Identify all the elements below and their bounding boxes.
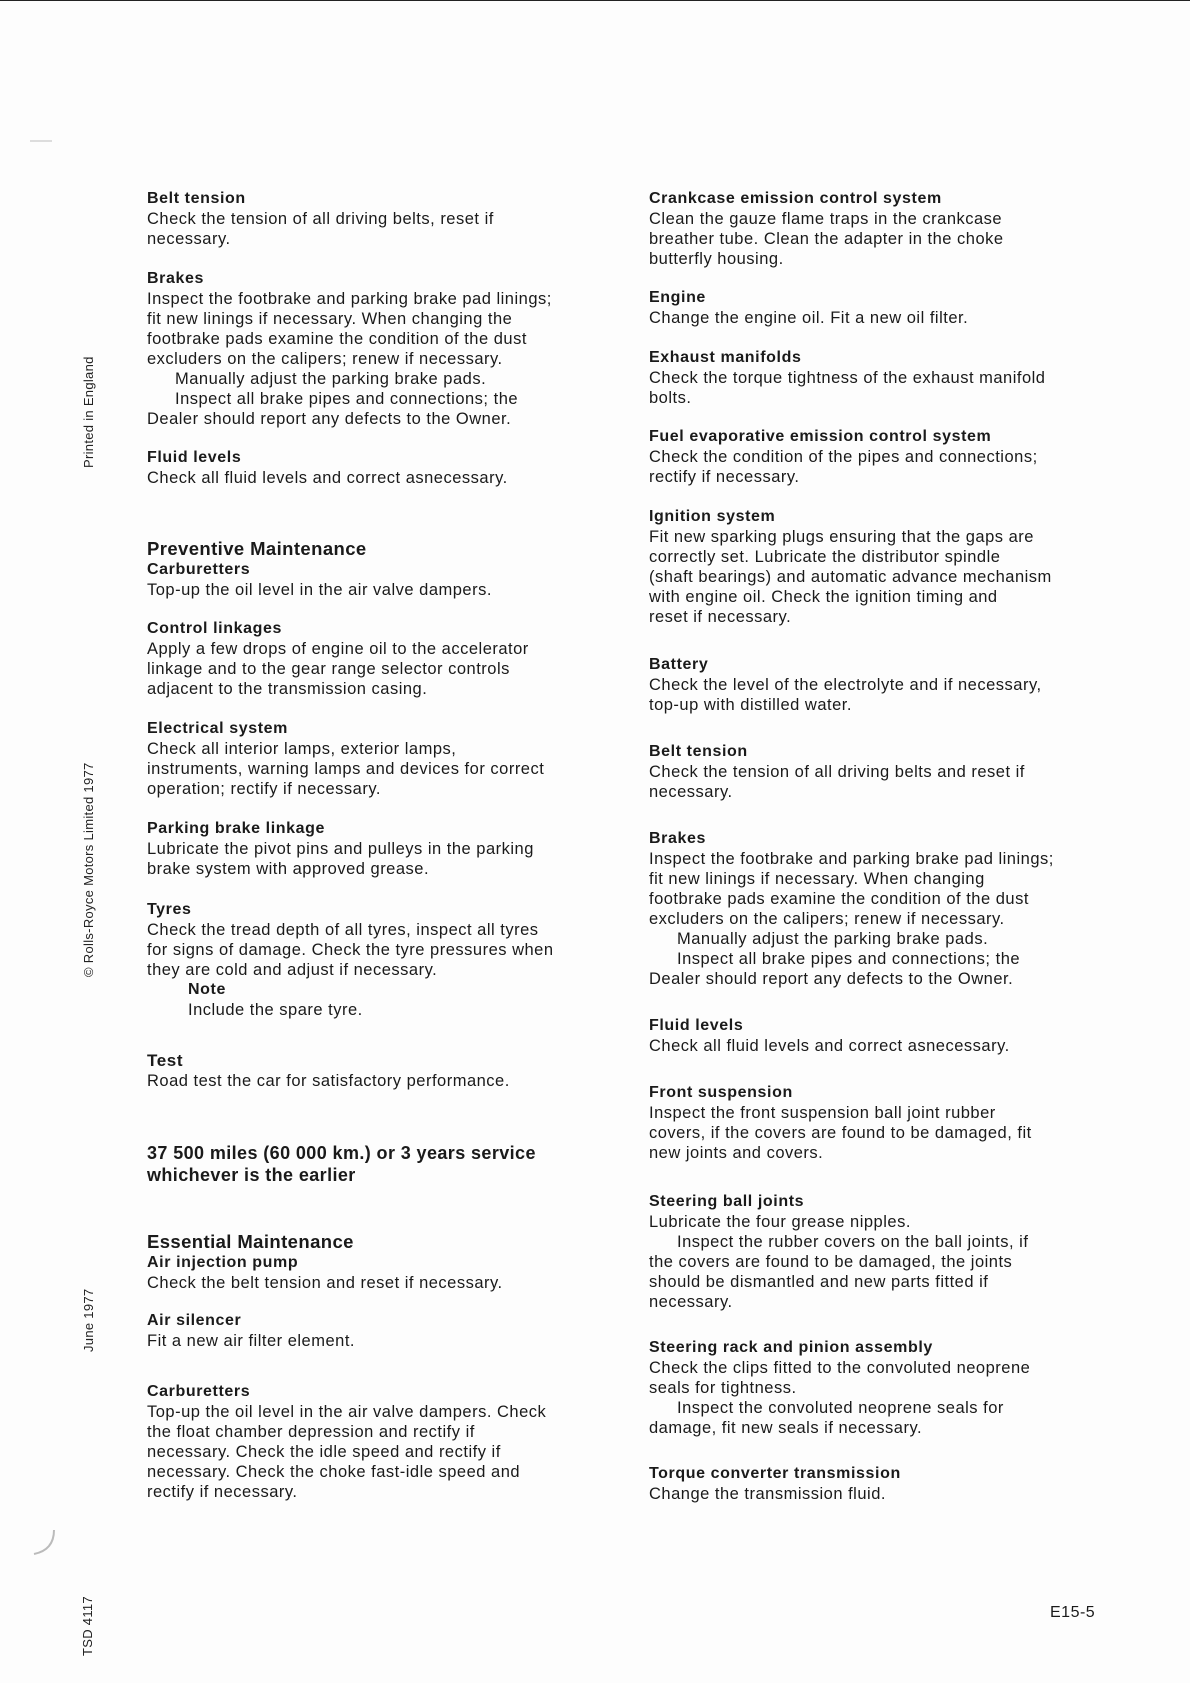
section-heading: Engine: [649, 289, 706, 306]
section-body: Apply a few drops of engine oil to the accelerator linkage and to the gear range selector controls adjacent to the transmission casing.: [147, 640, 529, 698]
service-interval-block: [147, 1142, 627, 1186]
section-body: Check all fluid levels and correct asnecessary.: [649, 1037, 1010, 1055]
section-body: Inspect the footbrake and parking brake pad linings; fit new linings if necessary. When changing the footbrake pads examine the condition of the dust excluders on the calipers; renew if necessary.: [147, 290, 552, 368]
belt-tension-section: [147, 189, 627, 249]
section-body: Inspect the footbrake and parking brake pad linings; fit new linings if necessary. When changing footbrake pads examine the condition of the dust excluders on the calipers; renew if necessary.: [649, 850, 1054, 928]
section-body: Fit new sparking plugs ensuring that the gaps are correctly set. Lubricate the distributor spindle (shaft bearings) and automatic advance mechanism with engine oil. Check the ignition timing and reset if necessary.: [649, 528, 1052, 626]
fuel-evaporative-section: [649, 427, 1119, 487]
section-heading: Belt tension: [147, 190, 246, 207]
section-heading: Ignition system: [649, 508, 776, 525]
section-heading: Tyres: [147, 901, 192, 918]
section-body: Road test the car for satisfactory performance.: [147, 1072, 510, 1090]
section-heading: Fluid levels: [649, 1017, 744, 1034]
section-body: Check all interior lamps, exterior lamps, instruments, warning lamps and devices for correct operation; rectify if necessary.: [147, 740, 545, 798]
front-suspension-section: [649, 1083, 1119, 1163]
preventive-maintenance-title-block: [147, 538, 627, 600]
section-paragraph: Inspect all brake pipes and connections; the Dealer should report any defects to the Owner.: [147, 390, 519, 428]
section-heading: Exhaust manifolds: [649, 349, 802, 366]
section-body: Check all fluid levels and correct asnecessary.: [147, 469, 508, 487]
section-heading: Brakes: [147, 270, 204, 287]
steering-ball-joints-section: [649, 1192, 1119, 1312]
scan-mark-curve: [30, 1528, 60, 1558]
scan-mark-dash: [30, 140, 52, 142]
section-heading: Steering rack and pinion assembly: [649, 1339, 933, 1356]
section-body: Check the condition of the pipes and connections; rectify if necessary.: [649, 448, 1038, 486]
section-heading: Fuel evaporative emission control system: [649, 428, 992, 445]
section-body: Lubricate the pivot pins and pulleys in the parking brake system with approved grease.: [147, 840, 534, 878]
section-body: Clean the gauze flame traps in the crankcase breather tube. Clean the adapter in the choke butterfly housing.: [649, 210, 1004, 268]
section-heading: Air injection pump: [147, 1254, 299, 1271]
section-body: Check the level of the electrolyte and if necessary, top-up with distilled water.: [649, 676, 1042, 714]
fluid-levels-section: [147, 448, 627, 488]
section-heading: Crankcase emission control system: [649, 190, 942, 207]
section-paragraph: Manually adjust the parking brake pads.: [677, 930, 989, 948]
note-body: Include the spare tyre.: [188, 1001, 363, 1019]
test-section: [147, 1051, 627, 1091]
section-heading: Electrical system: [147, 720, 288, 737]
section-paragraph: Manually adjust the parking brake pads.: [175, 370, 487, 388]
belt-tension-right-section: [649, 742, 1119, 802]
section-heading: Steering ball joints: [649, 1193, 805, 1210]
top-border-rule: [0, 0, 1190, 1]
section-body: Check the belt tension and reset if necessary.: [147, 1274, 503, 1292]
section-paragraph: Inspect the rubber covers on the ball joints, if the covers are found to be damaged, the joints should be dismantled and new parts fitted if necessary.: [649, 1233, 1029, 1311]
fluid-levels-right-section: [649, 1016, 1119, 1056]
crankcase-emission-section: [649, 189, 1119, 269]
section-heading: Belt tension: [649, 743, 748, 760]
carburetters-essential-section: [147, 1382, 627, 1502]
preventive-maintenance-title: Preventive Maintenance: [147, 538, 367, 559]
exhaust-manifolds-section: [649, 348, 1119, 408]
ignition-system-section: [649, 507, 1119, 627]
section-heading: Carburetters: [147, 561, 251, 578]
control-linkages-section: [147, 619, 627, 699]
page-number: E15-5: [1050, 1604, 1096, 1621]
section-heading: Fluid levels: [147, 449, 242, 466]
section-heading: Air silencer: [147, 1312, 242, 1329]
section-body: Lubricate the four grease nipples.: [649, 1213, 911, 1231]
section-heading: Control linkages: [147, 620, 282, 637]
engine-section: [649, 288, 1119, 328]
essential-maintenance-title: Essential Maintenance: [147, 1231, 354, 1252]
section-heading: Front suspension: [649, 1084, 793, 1101]
section-body: Change the engine oil. Fit a new oil filter.: [649, 309, 969, 327]
section-heading: Parking brake linkage: [147, 820, 326, 837]
section-body: Top-up the oil level in the air valve dampers. Check the float chamber depression and rectify if necessary. Check the idle speed and rectify if necessary. Check the choke fast-idle speed and rectify if necessary.: [147, 1403, 547, 1501]
air-silencer-section: [147, 1311, 627, 1351]
section-heading: Brakes: [649, 830, 706, 847]
service-interval-title: 37 500 miles (60 000 km.) or 3 years service whichever is the earlier: [147, 1143, 536, 1185]
section-body: Check the tread depth of all tyres, inspect all tyres for signs of damage. Check the tyre pressures when they are cold and adjust if necessary.: [147, 921, 554, 979]
section-heading: Torque converter transmission: [649, 1465, 901, 1482]
section-paragraph: Inspect all brake pipes and connections; the Dealer should report any defects to the Owner.: [649, 950, 1021, 988]
brakes-right-section: [649, 829, 1119, 989]
brakes-section: [147, 269, 627, 429]
issue-date: June 1977: [81, 1288, 96, 1352]
copyright-notice: © Rolls-Royce Motors Limited 1977: [81, 762, 96, 977]
battery-section: [649, 655, 1119, 715]
section-body: Check the tension of all driving belts and reset if necessary.: [649, 763, 1025, 801]
section-body: Inspect the front suspension ball joint rubber covers, if the covers are found to be damaged, fit new joints and covers.: [649, 1104, 1032, 1162]
parking-brake-linkage-section: [147, 819, 627, 879]
tyres-section: [147, 900, 627, 1020]
section-body: Top-up the oil level in the air valve dampers.: [147, 581, 492, 599]
section-heading: Carburetters: [147, 1383, 251, 1400]
section-body: Fit a new air filter element.: [147, 1332, 355, 1350]
document-code: TSD 4117: [80, 1596, 95, 1656]
note-heading: Note: [188, 981, 226, 998]
section-heading: Battery: [649, 656, 709, 673]
electrical-system-section: [147, 719, 627, 799]
section-body: Change the transmission fluid.: [649, 1485, 886, 1503]
section-heading: Test: [147, 1051, 184, 1070]
section-paragraph: Inspect the convoluted neoprene seals for damage, fit new seals if necessary.: [649, 1399, 1004, 1437]
steering-rack-section: [649, 1338, 1119, 1438]
section-body: Check the clips fitted to the convoluted neoprene seals for tightness.: [649, 1359, 1031, 1397]
torque-converter-section: [649, 1464, 1119, 1504]
printed-in-england: Printed in England: [81, 356, 96, 468]
section-body: Check the torque tightness of the exhaust manifold bolts.: [649, 369, 1046, 407]
section-body: Check the tension of all driving belts, reset if necessary.: [147, 210, 494, 248]
essential-maintenance-block: [147, 1231, 627, 1293]
